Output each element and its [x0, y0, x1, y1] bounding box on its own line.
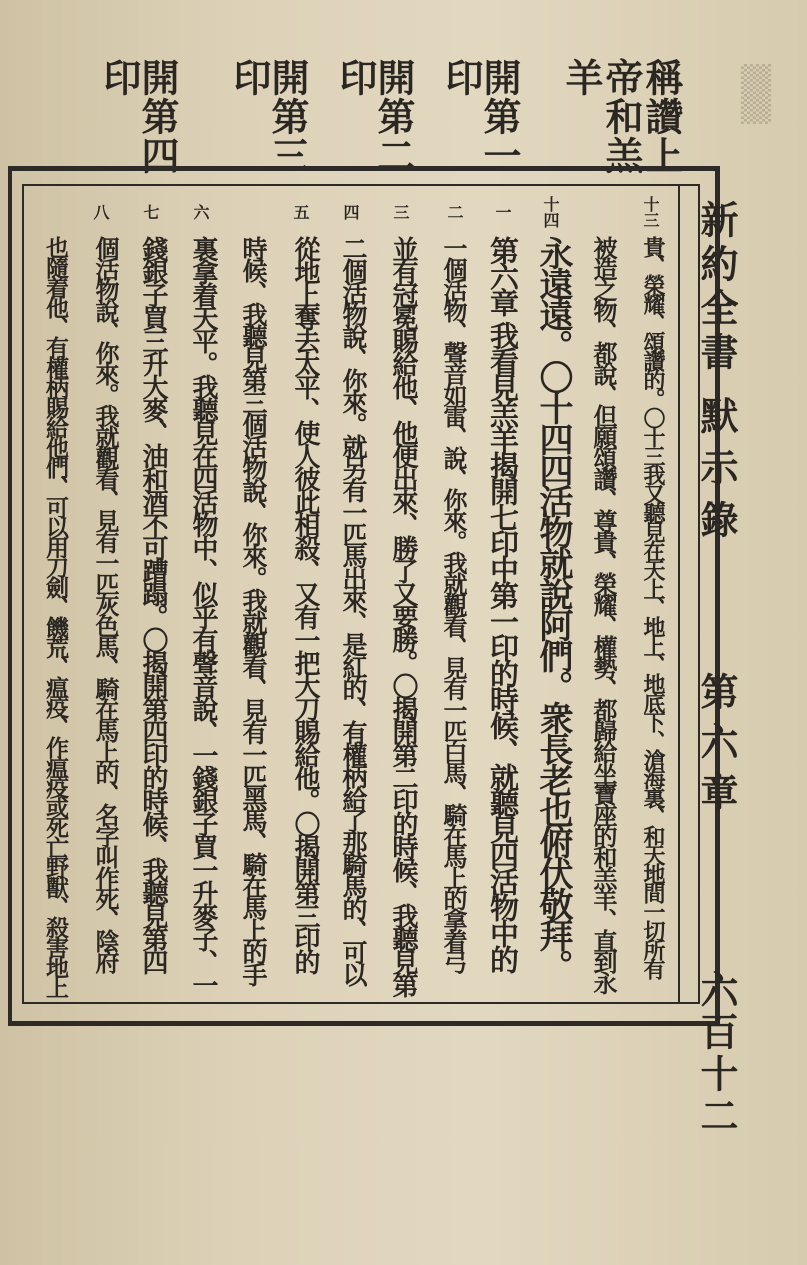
text-column: 貴、榮耀、頌讚的。〇十三我又聽見在天上、地上、地底下、滄海裏、和天地間一切所有 — [640, 236, 666, 977]
text-column: 二個活物說、你來。就另有一匹馬出來、是紅的、有權柄給了那騎馬的、可以 — [339, 236, 368, 984]
verse-number: 八 — [91, 204, 110, 220]
text-column: 從地上奪去太平、使人彼此相殺、又有一把大刀賜給他。〇揭開第三印的 — [290, 236, 320, 972]
text-column: 並有冠冕賜給他、他便出來、勝了又要勝。〇揭開第二印的時候、我聽見第 — [388, 236, 418, 995]
top-note: 稱讚上 — [639, 58, 684, 175]
verse-number: 十四 — [541, 196, 560, 228]
book-section: 默示錄 — [694, 396, 739, 552]
text-column: 個活物說、你來。我就觀看、見有一匹灰色馬、騎在馬上的、名字叫作死、陰府 — [91, 236, 120, 971]
page-number: 六百十二 — [694, 970, 739, 1138]
top-note: 印 — [227, 58, 272, 97]
top-note: 印 — [439, 58, 484, 97]
bleed-through-text: ▒▒▒ — [740, 64, 770, 124]
verse-number: 二 — [445, 204, 464, 220]
text-column: 裏拿着天平。我聽見在四活物中、似乎有聲音說、一錢銀子買一升麥子、一 — [188, 236, 218, 995]
top-note: 印 — [333, 58, 378, 97]
top-note: 羊 — [559, 58, 604, 97]
top-note: 開第四 — [135, 58, 180, 175]
text-column: 永遠遠。〇十四四活物就說阿們。衆長老也俯伏敬拜。 — [533, 236, 573, 980]
verse-number: 十三 — [641, 196, 660, 228]
text-column: 被造之物、都說、但願頌讚、尊貴、榮耀、權勢、都歸給坐寶座的和羔羊、直到永 — [589, 236, 618, 992]
top-note: 開第一 — [477, 58, 522, 175]
top-note: 印 — [97, 58, 142, 97]
verse-number: 五 — [291, 204, 310, 220]
header-divider — [678, 184, 680, 1004]
text-column: 第六章 我看見羔羊揭開七印中第一印的時候、就聽見四活物中的 — [486, 236, 520, 972]
verse-number: 七 — [141, 204, 160, 220]
chapter-label: 第六章 — [694, 672, 739, 822]
top-note: 開第三 — [265, 58, 310, 175]
text-column: 錢銀子買三升大麥、油和酒不可蹧蹋。〇揭開第四印的時候、我聽見第四 — [138, 236, 168, 972]
verse-number: 四 — [341, 204, 360, 220]
text-column: 也隨着他、有權柄賜給他們、可以用刀劍、饑荒、瘟疫、作瘟疫或死亡野獸、殺害地上 — [42, 236, 69, 996]
verse-number: 三 — [391, 204, 410, 220]
verse-number: 六 — [191, 204, 210, 220]
verse-number: 一 — [493, 204, 512, 220]
text-column: 一個活物、聲音如雷、說、你來。我就觀看、見有一匹白馬、騎在馬上的拿着弓 — [439, 236, 468, 971]
top-note: 開第二 — [371, 58, 416, 175]
book-title: 新約全書 — [694, 200, 739, 376]
top-note: 帝和羔 — [599, 58, 644, 175]
text-column: 時候、我聽見第三個活物說、你來。我就觀看、見有一匹黑馬、騎在馬上的手 — [239, 236, 268, 984]
